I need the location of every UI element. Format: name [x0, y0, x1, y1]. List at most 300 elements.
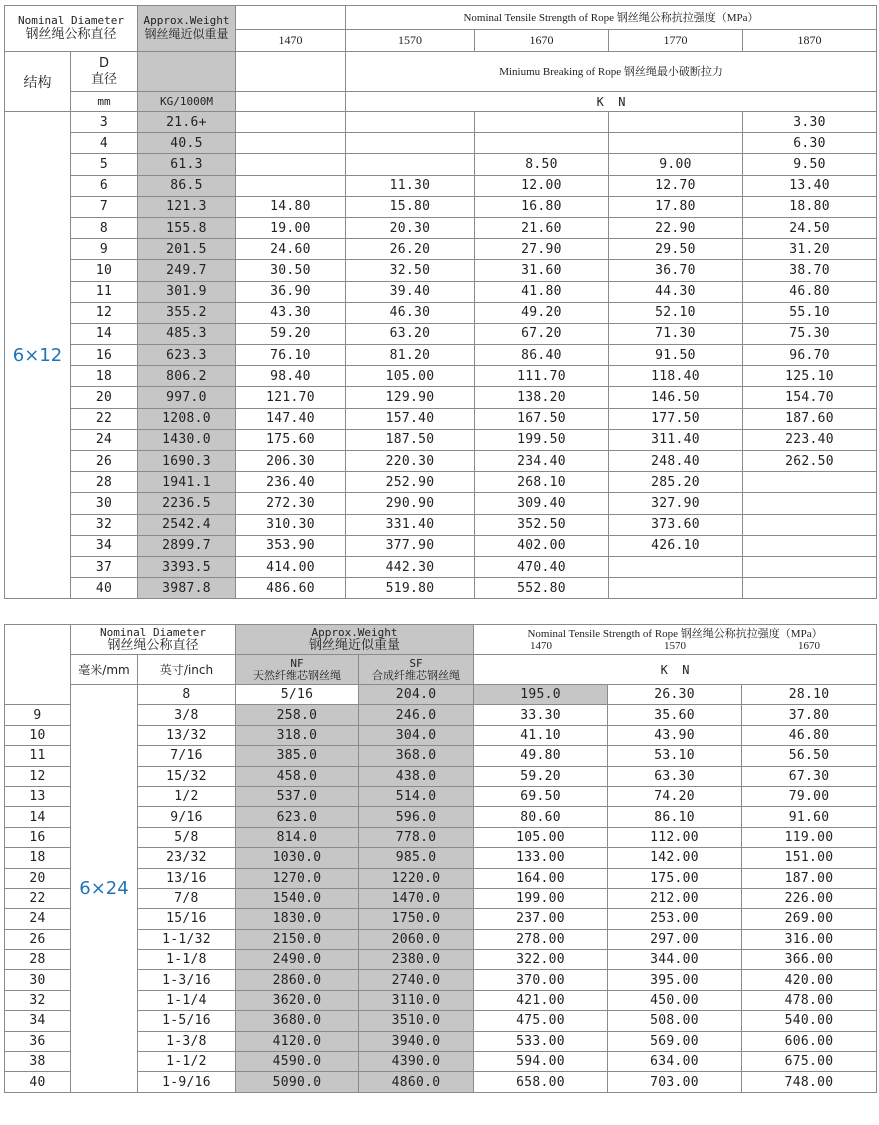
breaking-force-cell: 442.30 — [346, 556, 475, 577]
breaking-force-cell — [609, 578, 743, 599]
diameter-cell: 40 — [71, 578, 138, 599]
weight-sf-cell: 368.0 — [359, 746, 474, 766]
diameter-d-header — [71, 52, 138, 92]
blank-corner-cell — [5, 625, 71, 705]
weight-sf-cell: 778.0 — [359, 827, 474, 847]
diameter-cell: 22 — [71, 408, 138, 429]
breaking-force-cell: 112.00 — [608, 827, 742, 847]
table-row — [5, 472, 877, 493]
breaking-force-cell: 370.00 — [474, 970, 608, 990]
diameter-cell: 37 — [71, 556, 138, 577]
breaking-force-cell: 552.80 — [475, 578, 609, 599]
breaking-force-cell: 36.70 — [609, 260, 743, 281]
weight-nf-cell: 623.0 — [236, 807, 359, 827]
grade-header: 1670 — [798, 639, 821, 652]
breaking-force-cell: 8.50 — [475, 154, 609, 175]
breaking-force-cell: 91.60 — [742, 807, 877, 827]
breaking-force-cell — [475, 112, 609, 133]
diameter-inch-cell: 1-3/8 — [138, 1031, 236, 1051]
breaking-force-cell: 81.20 — [346, 345, 475, 366]
breaking-force-cell: 310.30 — [236, 514, 346, 535]
weight-cell: 355.2 — [138, 302, 236, 323]
table-row — [5, 556, 877, 577]
breaking-force-cell: 71.30 — [609, 323, 743, 344]
unit-force: K N — [474, 655, 877, 685]
breaking-force-cell — [609, 112, 743, 133]
weight-nf-cell: 318.0 — [236, 725, 359, 745]
sf-header — [359, 655, 474, 685]
weight-nf-cell: 3680.0 — [236, 1011, 359, 1031]
diameter-inch-cell: 1-1/32 — [138, 929, 236, 949]
breaking-force-cell: 46.30 — [346, 302, 475, 323]
weight-cell: 2542.4 — [138, 514, 236, 535]
weight-sf-cell: 304.0 — [359, 725, 474, 745]
weight-nf-cell: 537.0 — [236, 786, 359, 806]
diameter-mm-cell: 18 — [5, 848, 71, 868]
grade-header: 1570 — [346, 30, 475, 52]
diameter-cell: 4 — [71, 133, 138, 154]
breaking-force-cell — [236, 112, 346, 133]
breaking-force-cell — [743, 493, 877, 514]
nominal-diameter-en: Nominal Diameter — [18, 14, 124, 27]
breaking-force-cell: 377.90 — [346, 535, 475, 556]
weight-nf-cell: 1270.0 — [236, 868, 359, 888]
breaking-force-cell — [743, 556, 877, 577]
breaking-force-cell: 26.20 — [346, 239, 475, 260]
breaking-force-cell: 41.10 — [474, 725, 608, 745]
diameter-cell: 6 — [71, 175, 138, 196]
weight-cell: 155.8 — [138, 217, 236, 238]
diameter-mm-cell: 40 — [5, 1072, 71, 1092]
diameter-inch-cell: 1-3/16 — [138, 970, 236, 990]
breaking-force-cell: 67.20 — [475, 323, 609, 344]
diameter-inch-cell: 1-1/8 — [138, 950, 236, 970]
diameter-cell: 16 — [71, 345, 138, 366]
breaking-force-cell: 59.20 — [474, 766, 608, 786]
breaking-force-cell: 212.00 — [608, 888, 742, 908]
breaking-force-cell — [743, 472, 877, 493]
diameter-inch-cell: 7/8 — [138, 888, 236, 908]
diameter-inch-cell: 1-1/2 — [138, 1052, 236, 1072]
weight-nf-cell: 5090.0 — [236, 1072, 359, 1092]
diameter-cell: 5 — [71, 154, 138, 175]
diameter-inch-cell: 7/16 — [138, 746, 236, 766]
blank-header-cell — [236, 6, 346, 30]
breaking-force-cell — [609, 556, 743, 577]
diameter-cell: 20 — [71, 387, 138, 408]
diameter-cell: 8 — [71, 217, 138, 238]
weight-nf-cell: 4590.0 — [236, 1052, 359, 1072]
breaking-force-cell: 223.40 — [743, 429, 877, 450]
diameter-cell: 11 — [71, 281, 138, 302]
weight-nf-cell: 458.0 — [236, 766, 359, 786]
breaking-force-cell: 46.80 — [742, 725, 877, 745]
breaking-force-cell: 49.80 — [474, 746, 608, 766]
breaking-force-cell: 285.20 — [609, 472, 743, 493]
breaking-force-cell: 98.40 — [236, 366, 346, 387]
breaking-force-cell: 327.90 — [609, 493, 743, 514]
weight-sf-cell: 246.0 — [359, 705, 474, 725]
breaking-force-cell: 475.00 — [474, 1011, 608, 1031]
table-row — [5, 154, 877, 175]
table-row — [5, 514, 877, 535]
breaking-force-cell: 164.00 — [474, 868, 608, 888]
breaking-force-cell — [475, 133, 609, 154]
approx-weight-header — [236, 625, 474, 655]
diameter-inch-cell: 5/16 — [236, 685, 359, 705]
weight-nf-cell: 2490.0 — [236, 950, 359, 970]
breaking-force-cell: 36.90 — [236, 281, 346, 302]
weight-nf-cell: 385.0 — [236, 746, 359, 766]
breaking-force-cell: 316.00 — [742, 929, 877, 949]
weight-sf-cell: 3110.0 — [359, 990, 474, 1010]
breaking-force-cell — [346, 112, 475, 133]
weight-sf-cell: 514.0 — [359, 786, 474, 806]
weight-nf-cell: 1030.0 — [236, 848, 359, 868]
diameter-inch-cell: 1-1/4 — [138, 990, 236, 1010]
weight-nf-cell: 3620.0 — [236, 990, 359, 1010]
diameter-mm-cell: 16 — [5, 827, 71, 847]
diameter-cell: 14 — [71, 323, 138, 344]
breaking-force-cell: 237.00 — [474, 909, 608, 929]
breaking-force-cell: 12.70 — [609, 175, 743, 196]
breaking-force-cell: 28.10 — [742, 685, 877, 705]
structure-label: 6×12 — [5, 112, 71, 599]
breaking-force-cell: 55.10 — [743, 302, 877, 323]
diameter-cell: 9 — [71, 239, 138, 260]
diameter-mm-cell: 24 — [5, 909, 71, 929]
breaking-force-cell: 119.00 — [742, 827, 877, 847]
diameter-mm-cell: 32 — [5, 990, 71, 1010]
breaking-force-cell: 37.80 — [742, 705, 877, 725]
weight-sf-cell: 438.0 — [359, 766, 474, 786]
breaking-force-cell: 41.80 — [475, 281, 609, 302]
breaking-force-cell: 121.70 — [236, 387, 346, 408]
breaking-force-cell — [609, 133, 743, 154]
breaking-force-cell: 138.20 — [475, 387, 609, 408]
weight-nf-cell: 2860.0 — [236, 970, 359, 990]
breaking-force-cell: 234.40 — [475, 451, 609, 472]
weight-blank-cell — [138, 52, 236, 92]
spec-table — [4, 5, 877, 599]
breaking-force-cell: 16.80 — [475, 196, 609, 217]
weight-cell: 997.0 — [138, 387, 236, 408]
breaking-force-cell: 540.00 — [742, 1011, 877, 1031]
breaking-force-cell: 167.50 — [475, 408, 609, 429]
weight-sf-cell: 1750.0 — [359, 909, 474, 929]
breaking-force-cell: 187.60 — [743, 408, 877, 429]
breaking-force-cell: 29.50 — [609, 239, 743, 260]
breaking-force-cell: 675.00 — [742, 1052, 877, 1072]
weight-cell: 3987.8 — [138, 578, 236, 599]
breaking-force-cell: 253.00 — [608, 909, 742, 929]
table-row — [5, 408, 877, 429]
weight-cell: 121.3 — [138, 196, 236, 217]
weight-sf-cell: 596.0 — [359, 807, 474, 827]
breaking-force-cell: 470.40 — [475, 556, 609, 577]
diameter-cell: 7 — [71, 196, 138, 217]
breaking-force-cell: 74.20 — [608, 786, 742, 806]
diameter-mm-cell: 14 — [5, 807, 71, 827]
breaking-force-cell: 44.30 — [609, 281, 743, 302]
rope-spec-table-6x24 — [4, 624, 876, 1093]
breaking-force-cell: 262.50 — [743, 451, 877, 472]
weight-cell: 21.6+ — [138, 112, 236, 133]
diameter-inch-cell: 15/16 — [138, 909, 236, 929]
breaking-force-cell: 76.10 — [236, 345, 346, 366]
table-row — [5, 260, 877, 281]
blank-header-cell — [236, 92, 346, 112]
grade-header: 1470 — [530, 639, 553, 652]
diameter-inch-cell: 15/32 — [138, 766, 236, 786]
breaking-force-cell: 146.50 — [609, 387, 743, 408]
diameter-inch-cell: 1/2 — [138, 786, 236, 806]
breaking-force-cell: 426.10 — [609, 535, 743, 556]
nominal-diameter-header — [5, 6, 138, 52]
breaking-force-cell: 129.90 — [346, 387, 475, 408]
breaking-force-cell — [236, 175, 346, 196]
weight-sf-cell: 2380.0 — [359, 950, 474, 970]
weight-sf-cell: 4390.0 — [359, 1052, 474, 1072]
diameter-inch-cell: 3/8 — [138, 705, 236, 725]
table-row — [5, 112, 877, 133]
table-row — [5, 323, 877, 344]
tensile-strength-label: Nominal Tensile Strength of Rope 钢丝绳公称抗拉强度（MPa） — [527, 627, 823, 640]
weight-sf-cell: 195.0 — [474, 685, 608, 705]
diameter-cell: 34 — [71, 535, 138, 556]
sf-cn: 合成纤维芯钢丝绳 — [372, 668, 460, 682]
diameter-cell: 26 — [71, 451, 138, 472]
breaking-force-cell: 18.80 — [743, 196, 877, 217]
nominal-diameter-cn: 钢丝绳公称直径 — [25, 27, 117, 42]
breaking-force-cell: 32.50 — [346, 260, 475, 281]
weight-cell: 1208.0 — [138, 408, 236, 429]
structure-header: 结构 — [5, 52, 71, 112]
unit-force: K N — [346, 92, 877, 112]
unit-weight: KG/1000M — [138, 92, 236, 112]
tensile-strength-header: Nominal Tensile Strength of Rope 钢丝绳公称抗拉强度（MPa） — [346, 6, 877, 30]
breaking-force-cell: 63.20 — [346, 323, 475, 344]
breaking-force-cell — [743, 514, 877, 535]
breaking-force-cell: 31.20 — [743, 239, 877, 260]
breaking-force-cell: 533.00 — [474, 1031, 608, 1051]
breaking-force-cell: 24.50 — [743, 217, 877, 238]
diameter-cn-label: 直径 — [90, 71, 117, 87]
grade-header: 1670 — [475, 30, 609, 52]
weight-nf-cell: 1540.0 — [236, 888, 359, 908]
weight-sf-cell: 4860.0 — [359, 1072, 474, 1092]
diameter-mm-cell: 13 — [5, 786, 71, 806]
breaking-force-cell: 175.60 — [236, 429, 346, 450]
breaking-force-cell: 199.50 — [475, 429, 609, 450]
breaking-force-cell: 39.40 — [346, 281, 475, 302]
breaking-force-cell: 478.00 — [742, 990, 877, 1010]
breaking-force-cell: 311.40 — [609, 429, 743, 450]
approx-weight-cn: 钢丝绳近似重量 — [144, 27, 229, 41]
diameter-cell: 18 — [71, 366, 138, 387]
breaking-force-cell: 157.40 — [346, 408, 475, 429]
breaking-force-cell: 33.30 — [474, 705, 608, 725]
breaking-force-cell: 105.00 — [474, 827, 608, 847]
breaking-force-cell: 35.60 — [608, 705, 742, 725]
breaking-force-cell: 322.00 — [474, 950, 608, 970]
weight-cell: 301.9 — [138, 281, 236, 302]
unit-mm: mm — [71, 92, 138, 112]
diameter-cell: 32 — [71, 514, 138, 535]
diameter-cell: 28 — [71, 472, 138, 493]
weight-cell: 1690.3 — [138, 451, 236, 472]
breaking-force-cell: 352.50 — [475, 514, 609, 535]
breaking-force-cell: 748.00 — [742, 1072, 877, 1092]
breaking-force-cell: 236.40 — [236, 472, 346, 493]
breaking-force-cell: 594.00 — [474, 1052, 608, 1072]
weight-sf-cell: 985.0 — [359, 848, 474, 868]
weight-sf-cell: 2060.0 — [359, 929, 474, 949]
weight-nf-cell: 2150.0 — [236, 929, 359, 949]
table-row — [5, 578, 877, 599]
table-row — [5, 175, 877, 196]
breaking-force-cell: 658.00 — [474, 1072, 608, 1092]
breaking-force-cell: 12.00 — [475, 175, 609, 196]
blank-header-cell — [236, 52, 346, 92]
breaking-force-cell — [743, 535, 877, 556]
diameter-mm-cell: 36 — [5, 1031, 71, 1051]
table-row — [5, 281, 877, 302]
breaking-force-cell: 331.40 — [346, 514, 475, 535]
breaking-force-cell: 26.30 — [608, 685, 742, 705]
breaking-force-cell: 79.00 — [742, 786, 877, 806]
breaking-force-cell: 46.80 — [743, 281, 877, 302]
table-row — [5, 217, 877, 238]
breaking-force-cell: 96.70 — [743, 345, 877, 366]
breaking-force-cell — [743, 578, 877, 599]
diameter-mm-cell: 12 — [5, 766, 71, 786]
breaking-force-cell: 421.00 — [474, 990, 608, 1010]
breaking-force-cell: 53.10 — [608, 746, 742, 766]
approx-weight-cn: 钢丝绳近似重量 — [309, 637, 401, 653]
nf-cn: 天然纤维芯钢丝绳 — [253, 668, 341, 682]
breaking-force-cell: 21.60 — [475, 217, 609, 238]
breaking-force-cell: 111.70 — [475, 366, 609, 387]
breaking-force-cell: 9.00 — [609, 154, 743, 175]
breaking-force-cell: 248.40 — [609, 451, 743, 472]
breaking-force-cell: 606.00 — [742, 1031, 877, 1051]
breaking-force-cell: 402.00 — [475, 535, 609, 556]
weight-cell: 2236.5 — [138, 493, 236, 514]
breaking-force-cell: 420.00 — [742, 970, 877, 990]
sf-en: SF — [409, 656, 423, 670]
breaking-force-cell: 272.30 — [236, 493, 346, 514]
tensile-strength-header — [474, 625, 877, 655]
table-row — [5, 366, 877, 387]
weight-cell: 201.5 — [138, 239, 236, 260]
breaking-force-cell: 366.00 — [742, 950, 877, 970]
breaking-force-cell: 56.50 — [742, 746, 877, 766]
breaking-force-cell: 17.80 — [609, 196, 743, 217]
diameter-inch-cell: 13/16 — [138, 868, 236, 888]
breaking-force-cell: 309.40 — [475, 493, 609, 514]
breaking-force-cell: 3.30 — [743, 112, 877, 133]
weight-sf-cell: 1220.0 — [359, 868, 474, 888]
breaking-force-cell: 24.60 — [236, 239, 346, 260]
diameter-inch-cell: 13/32 — [138, 725, 236, 745]
breaking-force-cell: 118.40 — [609, 366, 743, 387]
table-row — [5, 133, 877, 154]
weight-cell: 86.5 — [138, 175, 236, 196]
breaking-force-cell: 395.00 — [608, 970, 742, 990]
spec-table — [4, 624, 877, 1093]
breaking-force-cell: 142.00 — [608, 848, 742, 868]
diameter-mm-cell: 9 — [5, 705, 71, 725]
diameter-inch-cell: 1-9/16 — [138, 1072, 236, 1092]
breaking-force-cell: 30.50 — [236, 260, 346, 281]
breaking-force-cell: 290.90 — [346, 493, 475, 514]
breaking-force-cell: 75.30 — [743, 323, 877, 344]
weight-cell: 3393.5 — [138, 556, 236, 577]
nf-en: NF — [290, 656, 304, 670]
breaking-force-cell: 6.30 — [743, 133, 877, 154]
breaking-force-cell: 133.00 — [474, 848, 608, 868]
breaking-force-cell: 177.50 — [609, 408, 743, 429]
breaking-force-cell — [236, 154, 346, 175]
diameter-inch-cell: 9/16 — [138, 807, 236, 827]
breaking-force-cell: 175.00 — [608, 868, 742, 888]
breaking-force-cell: 43.30 — [236, 302, 346, 323]
table-row — [5, 493, 877, 514]
diameter-inch-cell: 5/8 — [138, 827, 236, 847]
grade-header: 1770 — [609, 30, 743, 52]
approx-weight-header — [138, 6, 236, 52]
breaking-force-cell: 703.00 — [608, 1072, 742, 1092]
breaking-force-cell — [346, 154, 475, 175]
breaking-force-cell: 31.60 — [475, 260, 609, 281]
table-row — [5, 451, 877, 472]
breaking-force-cell: 220.30 — [346, 451, 475, 472]
breaking-force-cell: 27.90 — [475, 239, 609, 260]
nominal-diameter-en: Nominal Diameter — [100, 625, 206, 639]
diameter-cell: 24 — [71, 429, 138, 450]
inch-header: 英寸/inch — [138, 655, 236, 685]
diameter-cell: 30 — [71, 493, 138, 514]
weight-nf-cell: 4120.0 — [236, 1031, 359, 1051]
diameter-inch-cell: 23/32 — [138, 848, 236, 868]
table-row — [5, 302, 877, 323]
breaking-force-cell: 52.10 — [609, 302, 743, 323]
weight-cell: 2899.7 — [138, 535, 236, 556]
breaking-force-cell: 414.00 — [236, 556, 346, 577]
weight-sf-cell: 1470.0 — [359, 888, 474, 908]
breaking-force-cell: 19.00 — [236, 217, 346, 238]
diameter-mm-cell: 28 — [5, 950, 71, 970]
diameter-cell: 10 — [71, 260, 138, 281]
grade-header: 1470 — [236, 30, 346, 52]
breaking-force-cell: 11.30 — [346, 175, 475, 196]
breaking-force-cell: 105.00 — [346, 366, 475, 387]
breaking-force-cell: 86.40 — [475, 345, 609, 366]
breaking-force-cell: 38.70 — [743, 260, 877, 281]
breaking-force-cell: 63.30 — [608, 766, 742, 786]
diameter-mm-cell: 30 — [5, 970, 71, 990]
breaking-force-cell: 69.50 — [474, 786, 608, 806]
diameter-inch-cell: 1-5/16 — [138, 1011, 236, 1031]
breaking-force-cell: 125.10 — [743, 366, 877, 387]
breaking-force-cell: 80.60 — [474, 807, 608, 827]
breaking-force-cell: 14.80 — [236, 196, 346, 217]
grade-header: 1570 — [664, 639, 687, 652]
breaking-force-cell: 353.90 — [236, 535, 346, 556]
breaking-force-cell: 508.00 — [608, 1011, 742, 1031]
breaking-force-cell: 9.50 — [743, 154, 877, 175]
